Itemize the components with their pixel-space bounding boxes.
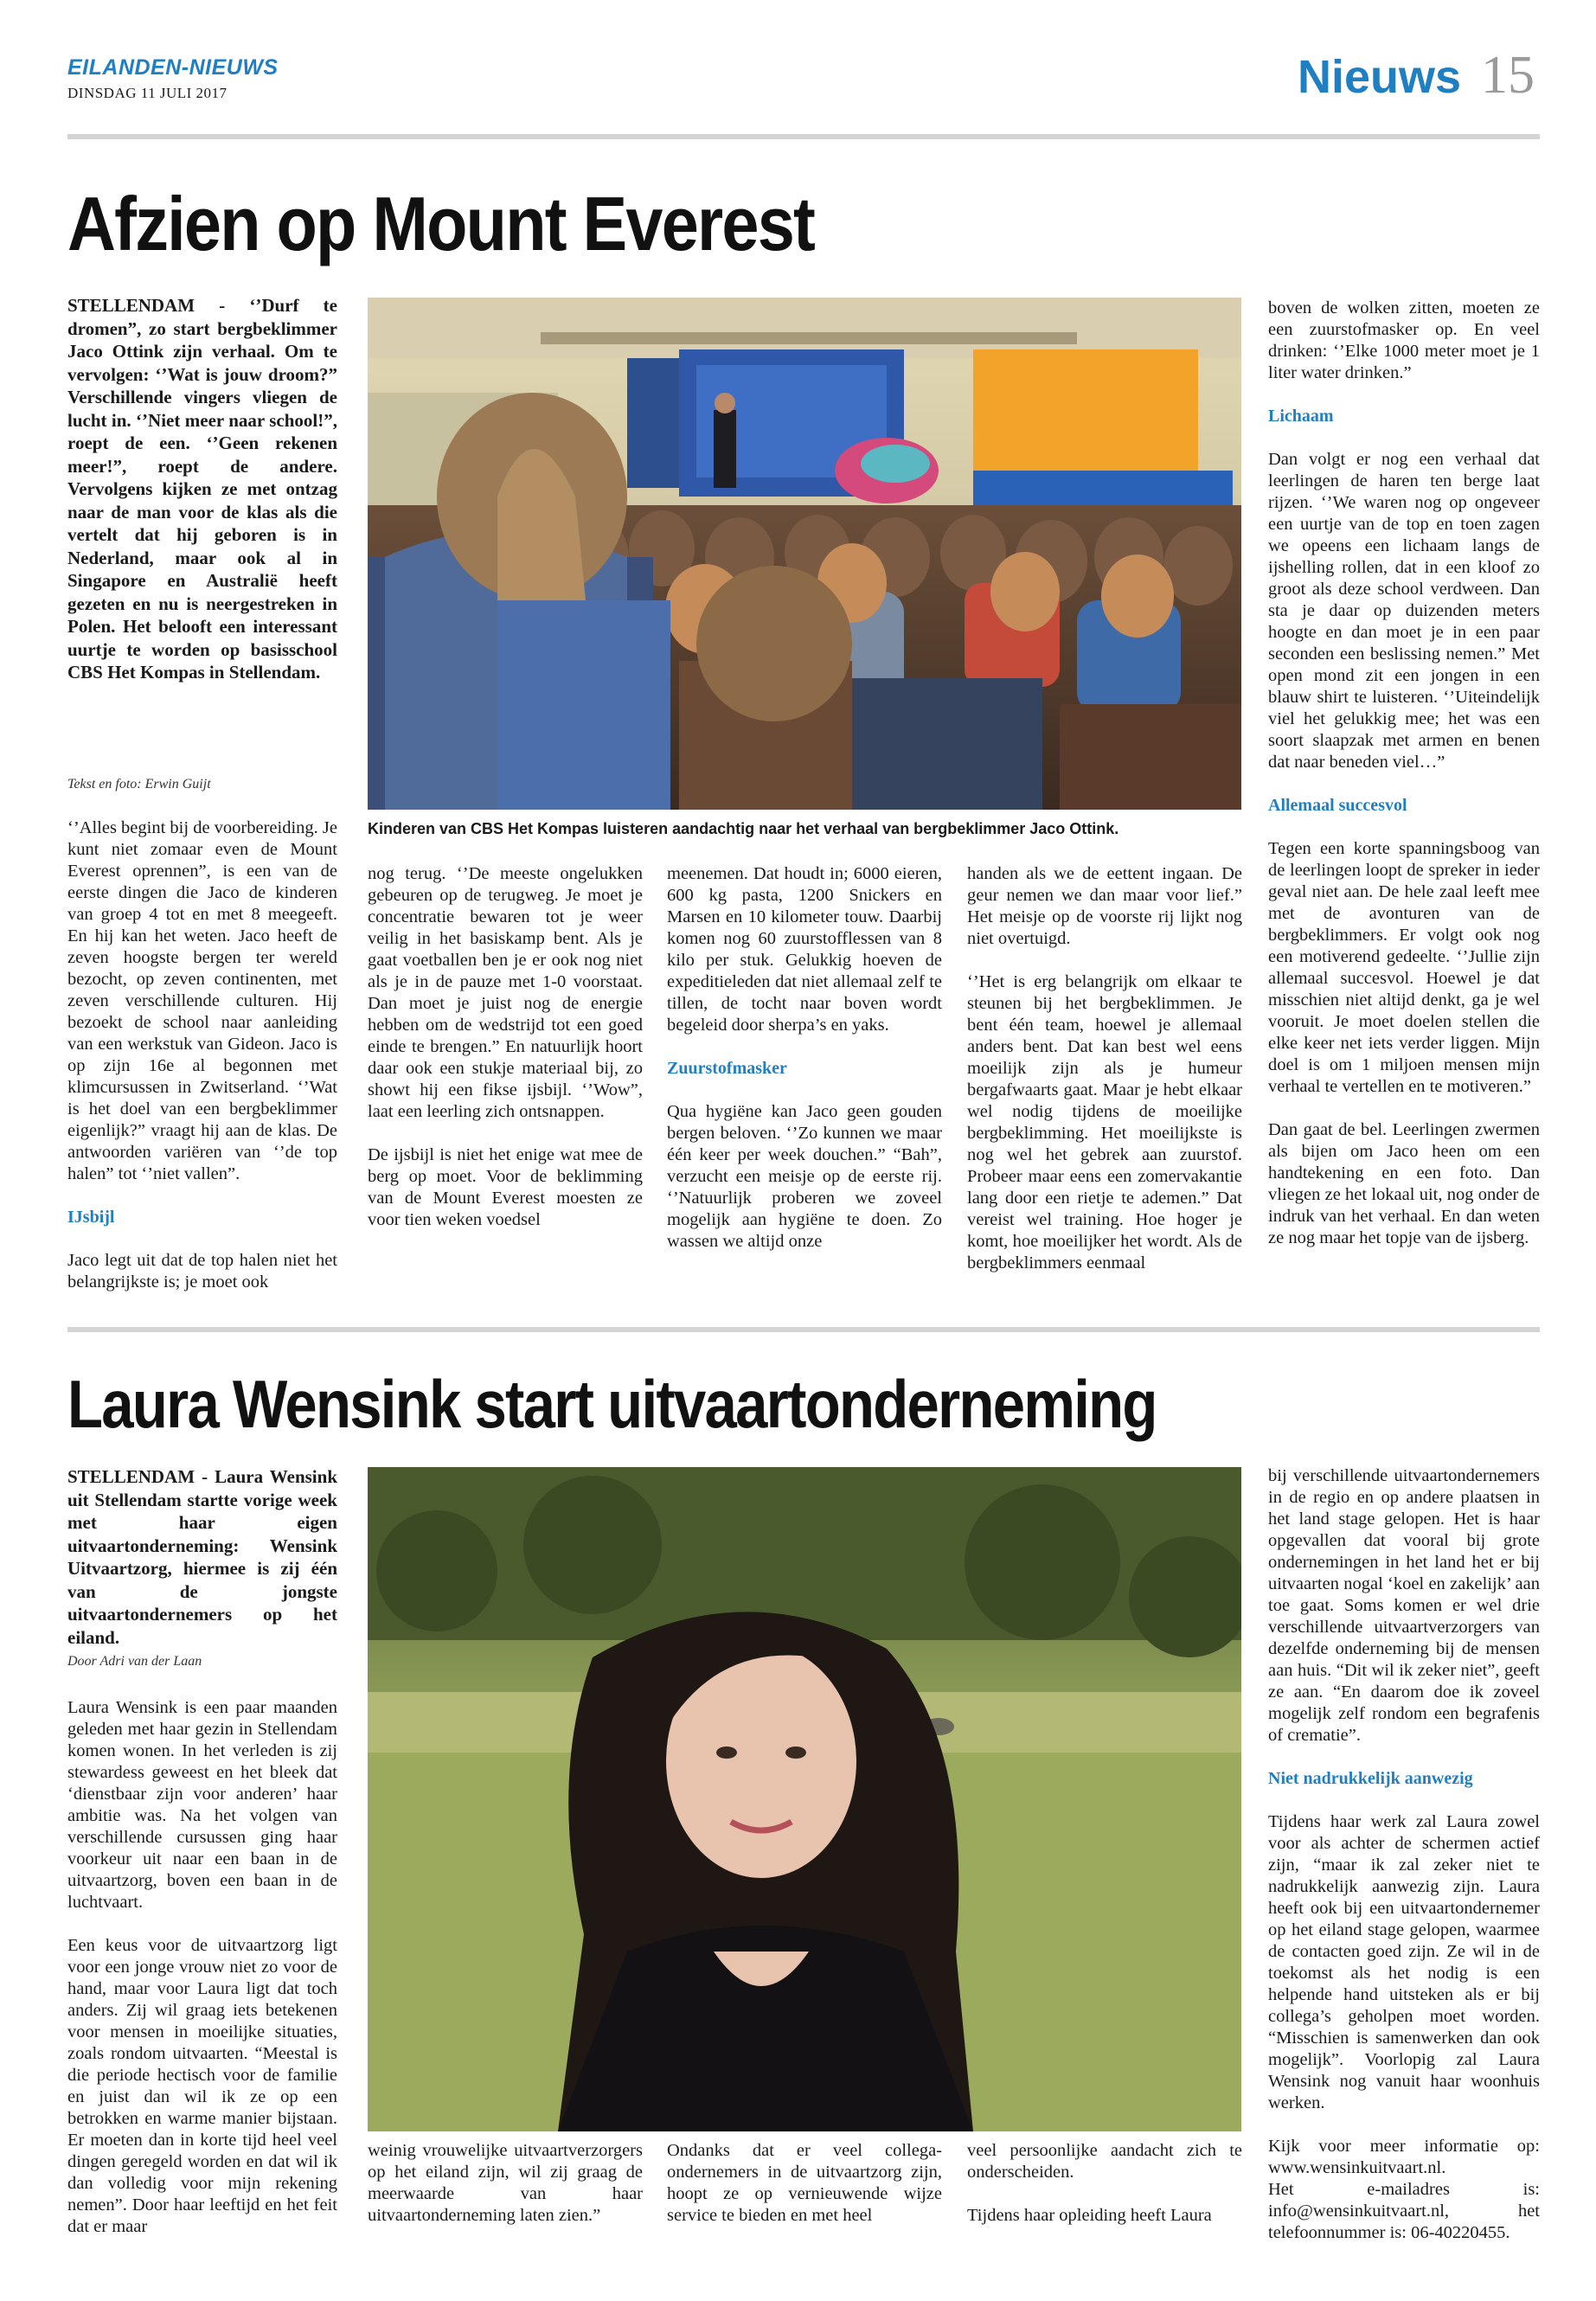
subheading: Lichaam <box>1268 407 1334 426</box>
article-divider <box>67 1327 1540 1332</box>
paragraph: ‘’Alles begint bij de voorbereiding. Je kunt niet zomaar even de Mount Everest oprennen”, is een van de eerste dingen die Jaco de kinderen van groep 4 tot en met 8 meegeeft. En hij kan het weten. Jaco heeft de zeven hoogste bergen ter wereld bezocht, op zeven continenten, met zeven verschillende culturen. Hij bezoekt de school naar aanleiding van een werkstuk van Gideon. Jaco is op zijn 16e al begonnen met klimcursussen in Zwitserland. ‘’Wat is het doel van een bergbeklimmer eigenlijk?” vraagt hij aan de klas. De antwoorden variëren van ‘’de top halen” tot ‘’niet vallen”. <box>67 818 337 1183</box>
paragraph: Dan gaat de bel. Leerlingen zwermen als bijen om Jaco heen om een handtekening en een foto. Dan vliegen ze het lokaal uit, nog onder de indruk van het verhaal. En dan weten ze nog maar het topje van de ijsberg. <box>1268 1120 1540 1247</box>
paragraph: bij verschillende uitvaartondernemers in de regio en op andere plaatsen in het land stage gelopen. Het is haar opgevallen dat vooral bij grote ondernemingen in het land het er bij uitvaarten nogal ‘koel en zakelijk’ aan toe gaat. Soms komen er wel drie verschillende uitvaartverzorgers van dezelfde onderneming bij de mensen aan huis. “Dit wil ik zeker niet”, geeft ze aan. “En daarom doe ik zoveel mogelijk zelf rondom een begrafenis of crematie”. <box>1268 1466 1540 1745</box>
article-column <box>67 1697 337 2238</box>
header-rule <box>67 134 1540 139</box>
article-lead: STELLENDAM - Laura Wensink uit Stellendam startte vorige week met haar eigen uitvaartonderneming: Wensink Uitvaartzorg, hiermee is zij één van de jongste uitvaartondernemers op het eiland. <box>67 1466 337 1648</box>
subheading: Allemaal succesvol <box>1268 796 1407 815</box>
author-credit: Door Adri van der Laan <box>67 1654 202 1669</box>
subheading: Zuurstofmasker <box>667 1059 787 1078</box>
section-title: Nieuws <box>1298 51 1462 103</box>
page-number: 15 <box>1481 46 1535 105</box>
paragraph: Kijk voor meer informatie op: www.wensinkuitvaart.nl. <box>1268 2137 1540 2177</box>
subheading: Niet nadrukkelijk aanwezig <box>1268 1769 1473 1788</box>
article-headline: Afzien op Mount Everest <box>67 181 815 266</box>
paragraph: Qua hygiëne kan Jaco geen gouden bergen beloven. ‘’Zo kunnen we maar één keer per week douchen.” “Bah”, verzucht een meisje op de eerste rij. ‘’Natuurlijk proberen we zoveel mogelijk aan hygiëne te doen. Zo wassen we altijd onze <box>667 1102 942 1251</box>
article-column <box>368 863 643 1231</box>
paragraph: boven de wolken zitten, moeten ze een zuurstofmasker op. En veel drinken: ‘’Elke 1000 meter moet je 1 liter water drinken.” <box>1268 298 1540 382</box>
paragraph: Tegen een korte spanningsboog van de leerlingen loopt de spreker in ieder geval niet aan. De hele zaal leeft mee met de avonturen van de bergbeklimmers. Er volgt ook nog een motiverend gedeelte. ‘’Jullie zijn allemaal succesvol. Hoewel je dat misschien niet altijd denkt, ga je wel vooruit. Je moet doelen stellen die elke keer net iets verder liggen. Mijn doel is om 1 miljoen mensen mijn verhaal te vertellen en te motiveren.” <box>1268 839 1540 1096</box>
paragraph: Laura Wensink is een paar maanden geleden met haar gezin in Stellendam komen wonen. In het verleden is zij stewardess geweest en het bleek dat ‘dienstbaar zijn voor anderen’ haar ambitie was. Na het volgen van verschillende cursussen ging haar voorkeur uit naar een baan in de uitvaartzorg, boven een baan in de luchtvaart. <box>67 1698 337 1912</box>
article-column <box>667 863 942 1253</box>
paragraph: Ondanks dat er veel collega-ondernemers in de uitvaartzorg zijn, hoopt ze op vernieuwende wijze service te bieden en met heel <box>667 2141 942 2225</box>
paragraph: veel persoonlijke aandacht zich te onderscheiden. <box>967 2141 1242 2182</box>
photo-credit: Tekst en foto: Erwin Guijt <box>67 777 211 792</box>
portrait-photo <box>368 1467 1241 2131</box>
article-column <box>67 817 337 1293</box>
paragraph: meenemen. Dat houdt in; 6000 eieren, 600 kg pasta, 1200 Snickers en Marsen en 10 kilometer touw. Daarbij komen nog 60 zuurstofflessen van 8 kilo per stuk. Gelukkig hoeven de expeditieleden dat niet allemaal zelf te tillen, de tocht naar boven wordt begeleid door sherpa’s en yaks. <box>667 864 942 1035</box>
paper-logo: EILANDEN-NIEUWS <box>67 55 279 80</box>
paragraph: ‘’Het is erg belangrijk om elkaar te steunen bij het bergbeklimmen. Je bent één team, hoewel je allemaal anders bent. Dat kan best wel eens moeilijk zijn als je humeur bergafwaarts gaat. Maar je hebt elkaar wel nodig tijdens de moeilijke bergbeklimming. Het moeilijkste is nog wel het gebrek aan zuurstof. Probeer maar eens een zomervakantie lang door een rietje te ademen.” Dat vereist wel training. Hoe hoger je komt, hoe moeilijker het wordt. Als de bergbeklimmers eenmaal <box>967 972 1242 1272</box>
paragraph: weinig vrouwelijke uitvaartverzorgers op het eiland zijn, wil zij graag de meerwaarde van haar uitvaartonderneming laten zien.” <box>368 2141 643 2225</box>
article-column <box>667 2140 942 2227</box>
article-lead: STELLENDAM - ‘’Durf te dromen”, zo start bergbeklimmer Jaco Ottink zijn verhaal. Om te vervolgen: ‘’Wat is jouw droom?” Verschillende vingers vliegen de lucht in. ‘’Niet meer naar school!”, roept de een. ‘’Geen rekenen meer!”, roept de andere. Vervolgens kijken ze met ontzag naar de man voor de klas als die vertelt dat hij geboren is in Nederland, maar ook al in Singapore en Australië heeft gezeten en nu is neergestreken in Polen. Het belooft een interessant uurtje te worden op basisschool CBS Het Kompas in Stellendam. <box>67 295 337 683</box>
article-headline: Laura Wensink start uitvaartonderneming <box>67 1366 1157 1442</box>
article-column <box>967 863 1242 1274</box>
article-column <box>1268 1465 1540 2244</box>
paragraph: Tijdens haar opleiding heeft Laura <box>967 2206 1212 2225</box>
paragraph: Het e-mailadres is: info@wensinkuitvaart.nl, het telefoonnummer is: 06-40220455. <box>1268 2180 1540 2242</box>
article-column <box>368 2140 643 2227</box>
article-column <box>1268 298 1540 1249</box>
subheading: IJsbijl <box>67 1208 115 1227</box>
photo-caption: Kinderen van CBS Het Kompas luisteren aandachtig naar het verhaal van bergbeklimmer Jaco Ottink. <box>368 820 1119 837</box>
paragraph: Jaco legt uit dat de top halen niet het belangrijkste is; je moet ook <box>67 1251 337 1292</box>
article-column <box>967 2140 1242 2227</box>
paragraph: handen als we de eettent ingaan. De geur nemen we dan maar voor lief.” Het meisje op de voorste rij lijkt nog niet overtuigd. <box>967 864 1242 948</box>
paragraph: Een keus voor de uitvaartzorg ligt voor een jonge vrouw niet zo voor de hand, maar voor Laura ligt dat toch anders. Zij wil graag iets betekenen voor mensen in moeilijke situaties, zoals rondom uitvaarten. “Meestal is die periode hectisch voor de familie en juist dan wil ik ze op een betrokken en warme manier bijstaan. Er moeten dan in korte tijd heel veel dingen geregeld worden en dat wil ik dan volledig voor mijn rekening nemen”. Door haar leeftijd en het feit dat er maar <box>67 1936 337 2236</box>
classroom-photo <box>368 298 1241 810</box>
paragraph: Tijdens haar werk zal Laura zowel voor als achter de schermen actief zijn, “maar ik zal zeker niet te nadrukkelijk aanwezig zijn. Laura heeft ook bij een uitvaartondernemer op het eiland stage gelopen, waarmee de contacten goed zijn. Ze wil in de toekomst als het nodig is een helpende hand uitsteken als er bij collega’s geholpen moet worden. “Misschien is samenwerken dan ook mogelijk”. Voorlopig zal Laura Wensink nog vanuit haar woonhuis werken. <box>1268 1812 1540 2112</box>
issue-date: DINSDAG 11 JULI 2017 <box>67 85 228 101</box>
paragraph: De ijsbijl is niet het enige wat mee de berg op moet. Voor de beklimming van de Mount Everest moesten ze voor tien weken voedsel <box>368 1145 643 1229</box>
paragraph: nog terug. ‘’De meeste ongelukken gebeuren op de terugweg. Je moet je concentratie bewaren tot je weer veilig in het basiskamp bent. Als je gaat voetballen ben je er ook nog niet als je in de pauze met 1-0 voorstaat. Dan moet je juist nog de energie hebben om de wedstrijd tot een goed einde te brengen.” En natuurlijk hoort daar ook een stukje materiaal bij, zo showt hij een fikse ijsbijl. ‘’Wow”, laat een leerling zich ontsnappen. <box>368 864 643 1121</box>
paragraph: Dan volgt er nog een verhaal dat leerlingen de haren ten berge laat rijzen. ‘’We waren nog op ongeveer een uurtje van de top en toen zagen we opeens een lichaam langs de ijshelling rollen, dat in een kloof zo groot als deze school verdween. Dan sta je daar op duizenden meters hoogte en dan moet je in een paar seconden een beslissing nemen.” Met open mond zit een jongen in een blauw shirt te luisteren. ‘’Uiteindelijk viel het gelukkig mee; het was een soort slaapzak met armen en benen dat naar beneden viel…” <box>1268 450 1540 772</box>
